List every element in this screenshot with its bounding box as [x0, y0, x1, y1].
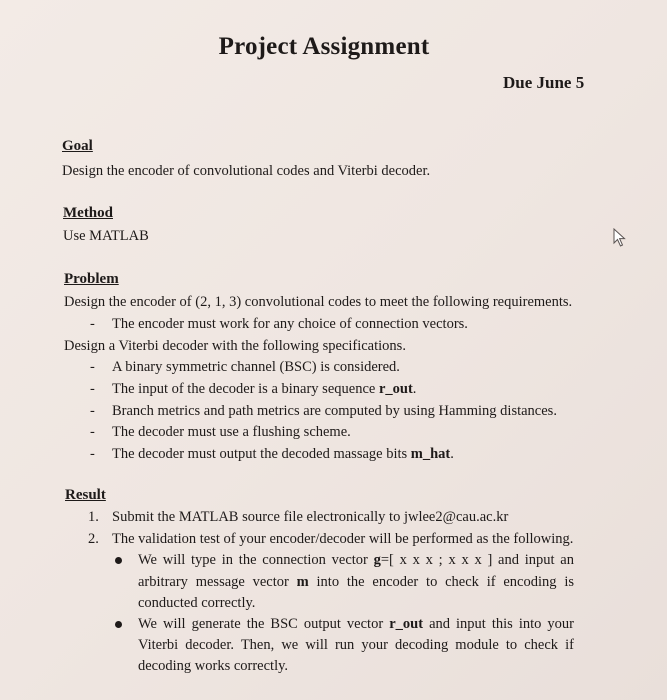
dash-marker: -	[90, 424, 95, 440]
validation-intro: The validation test of your encoder/decoder will be performed as the following.	[112, 531, 574, 547]
encoder-requirement: The encoder must work for any choice of connection vectors.	[112, 316, 468, 332]
spec-flushing: The decoder must use a flushing scheme.	[112, 424, 351, 440]
cursor-icon	[612, 228, 628, 248]
spec-metrics: Branch metrics and path metrics are computed by using Hamming distances.	[112, 403, 557, 419]
problem-intro: Design the encoder of (2, 1, 3) convolutional codes to meet the following requirements.	[64, 294, 573, 310]
var-m: m	[296, 574, 309, 590]
dash-marker: -	[90, 403, 95, 419]
page-title: Project Assignment	[218, 33, 430, 60]
bullet2-line2: Viterbi decoder. Then, we will run your decoding module to check if	[138, 637, 574, 653]
goal-text: Design the encoder of convolutional codes and Viterbi decoder.	[62, 163, 431, 179]
decoder-intro: Design a Viterbi decoder with the following specifications.	[64, 338, 406, 354]
result-heading: Result	[65, 487, 106, 503]
due-date: Due June 5	[503, 73, 585, 92]
spec-output: The decoder must output the decoded massage bits m_hat.	[112, 446, 454, 462]
var-r-out: r_out	[378, 381, 413, 397]
var-m-hat: m_hat	[410, 446, 451, 462]
var-g: g	[373, 552, 381, 568]
goal-heading: Goal	[62, 138, 93, 154]
dash-marker: -	[90, 316, 95, 332]
bullet2-line3: decoding works correctly.	[138, 658, 289, 674]
result-item-number: 2.	[88, 531, 99, 547]
submit-instruction: Submit the MATLAB source file electronically to jwlee2@cau.ac.kr	[112, 509, 509, 525]
method-text: Use MATLAB	[63, 228, 149, 244]
bullet1-line1: We will type in the connection vector g=[ x x x ; x x x ] and input an	[138, 552, 574, 568]
spec-bsc: A binary symmetric channel (BSC) is considered.	[112, 359, 400, 375]
dash-marker: -	[90, 381, 95, 397]
dash-marker: -	[90, 446, 95, 462]
bullet1-line2: arbitrary message vector m into the encoder to check if encoding is	[138, 574, 574, 590]
bullet-icon	[115, 621, 122, 628]
var-r-out: r_out	[389, 616, 424, 632]
result-item-number: 1.	[88, 509, 99, 525]
method-heading: Method	[63, 205, 113, 221]
bullet1-line3: conducted correctly.	[138, 595, 256, 611]
bullet2-line1: We will generate the BSC output vector r_out and input this into your	[138, 616, 574, 632]
problem-heading: Problem	[64, 271, 119, 287]
dash-marker: -	[90, 359, 95, 375]
spec-input: The input of the decoder is a binary sequence r_out.	[112, 381, 417, 397]
bullet-icon	[115, 557, 122, 564]
